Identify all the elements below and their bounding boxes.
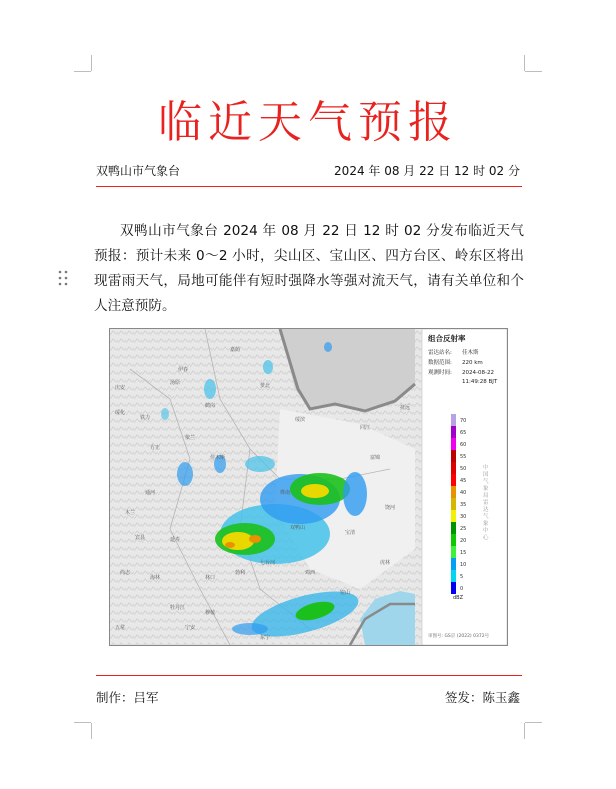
place-label: 穆棱 [205, 610, 216, 616]
crop-mark-top-right [525, 71, 542, 72]
legend-swatch [451, 558, 456, 570]
approver-credit: 签发：陈玉鑫 [444, 690, 520, 705]
place-label: 宁安 [185, 625, 196, 631]
place-label: 宾县 [135, 535, 146, 541]
crop-mark-bottom-right-v [524, 723, 525, 739]
legend-swatch [451, 522, 456, 534]
place-label: 五常 [115, 625, 126, 631]
legend-swatch [451, 570, 456, 582]
place-label: 通河 [145, 490, 156, 496]
legend-level-label: 65 [460, 430, 467, 436]
legend-level-label: 10 [460, 562, 467, 568]
place-label: 尚志 [120, 570, 131, 576]
station-label: 雷达站名: [428, 350, 452, 356]
drag-handle-icon[interactable] [58, 270, 68, 286]
legend-level-label: 30 [460, 514, 467, 520]
place-label: 宝清 [345, 530, 356, 536]
place-label: 鸡西 [305, 570, 316, 576]
legend-swatch [451, 450, 456, 462]
issue-time: 2024 年 08 月 22 日 12 时 02 分 [334, 164, 520, 178]
legend-panel [422, 329, 507, 645]
legend-swatch [451, 510, 456, 522]
footer-divider [96, 675, 522, 676]
editor-credit: 制作：吕军 [96, 690, 159, 705]
legend-swatch [451, 582, 456, 594]
place-label: 饶河 [385, 505, 396, 511]
place-label: 同江 [360, 425, 371, 431]
legend-level-label: 0 [460, 586, 464, 592]
header-divider [96, 186, 522, 187]
place-label: 佳木斯 [210, 455, 226, 461]
legend-swatch [451, 498, 456, 510]
place-label: 绥滨 [295, 417, 306, 423]
station-value: 佳木斯 [462, 350, 479, 356]
legend-level-label: 40 [460, 490, 467, 496]
legend-level-label: 70 [460, 418, 467, 424]
unit-label: dBZ [453, 595, 464, 601]
crop-mark-bottom-right [525, 722, 542, 723]
crop-mark-top-left-v [91, 55, 92, 71]
obs-time-label: 观测时间: [428, 370, 452, 376]
legend-level-label: 5 [460, 574, 464, 580]
legend-level-label: 35 [460, 502, 467, 508]
crop-mark-bottom-left-v [91, 723, 92, 739]
crop-mark-top-left [74, 71, 91, 72]
place-label: 虎林 [380, 560, 391, 566]
radar-map [109, 328, 508, 646]
forecast-paragraph: 双鸭山市气象台 2024 年 08 月 22 日 12 时 02 分发布临近天气预报：预计未来 0～2 小时，尖山区、宝山区、四方台区、岭东区将出现雷雨天气，局地可能伴有短时强降水等强对流天气，请有关单位和个人注意预防。 [94, 223, 524, 314]
legend-level-label: 25 [460, 526, 467, 532]
obs-time: 11:49:28 BJT [462, 379, 498, 385]
audit-number: 审图号: GS京 (2022) 0372号 [428, 634, 490, 639]
issuer-name: 双鸭山市气象台 [96, 164, 181, 178]
place-label: 密山 [340, 590, 351, 596]
place-label: 牡丹江 [170, 605, 186, 611]
legend-swatch [451, 486, 456, 498]
legend-swatch [451, 534, 456, 546]
place-label: 双鸭山 [290, 525, 306, 531]
legend-swatch [451, 546, 456, 558]
legend-level-label: 60 [460, 442, 467, 448]
place-label: 伊春 [178, 367, 189, 373]
place-label: 方正 [150, 445, 161, 451]
place-label: 绥化 [115, 410, 126, 416]
place-label: 东宁 [260, 635, 271, 641]
place-label: 延寿 [170, 537, 181, 543]
legend-level-label: 55 [460, 454, 467, 460]
legend-level-label: 15 [460, 550, 467, 556]
place-label: 木兰 [125, 510, 136, 516]
legend-level-label: 45 [460, 478, 467, 484]
legend-swatch [451, 474, 456, 486]
place-label: 汤原 [170, 380, 181, 386]
legend-swatch [451, 462, 456, 474]
legend-level-label: 20 [460, 538, 467, 544]
place-label: 嘉荫 [230, 347, 241, 353]
place-label: 依兰 [185, 435, 196, 441]
place-label: 庆安 [115, 385, 126, 391]
legend-swatch [451, 414, 456, 426]
place-label: 抚远 [400, 405, 411, 411]
place-label: 富锦 [370, 455, 381, 461]
legend-swatch [451, 426, 456, 438]
place-label: 桦南 [280, 490, 291, 496]
range-label: 数据范围: [428, 360, 452, 366]
range-value: 220 km [462, 360, 483, 366]
place-label: 铁力 [140, 415, 151, 421]
place-label: 勃利 [235, 570, 246, 576]
legend-title: 组合反射率 [428, 334, 466, 343]
crop-mark-bottom-left [74, 722, 91, 723]
vertical-org-label: 中国气象局雷达气象中心 [483, 465, 489, 541]
obs-date: 2024-08-22 [462, 370, 494, 376]
place-label: 鹤岗 [205, 403, 216, 409]
place-label: 林口 [205, 575, 216, 581]
place-label: 萝北 [260, 383, 271, 389]
document-title: 临近天气预报 [158, 97, 458, 148]
legend-level-label: 50 [460, 466, 467, 472]
crop-mark-top-right-v [524, 55, 525, 71]
place-label: 海林 [150, 575, 161, 581]
legend-swatch [451, 438, 456, 450]
place-label: 七台河 [260, 560, 276, 566]
